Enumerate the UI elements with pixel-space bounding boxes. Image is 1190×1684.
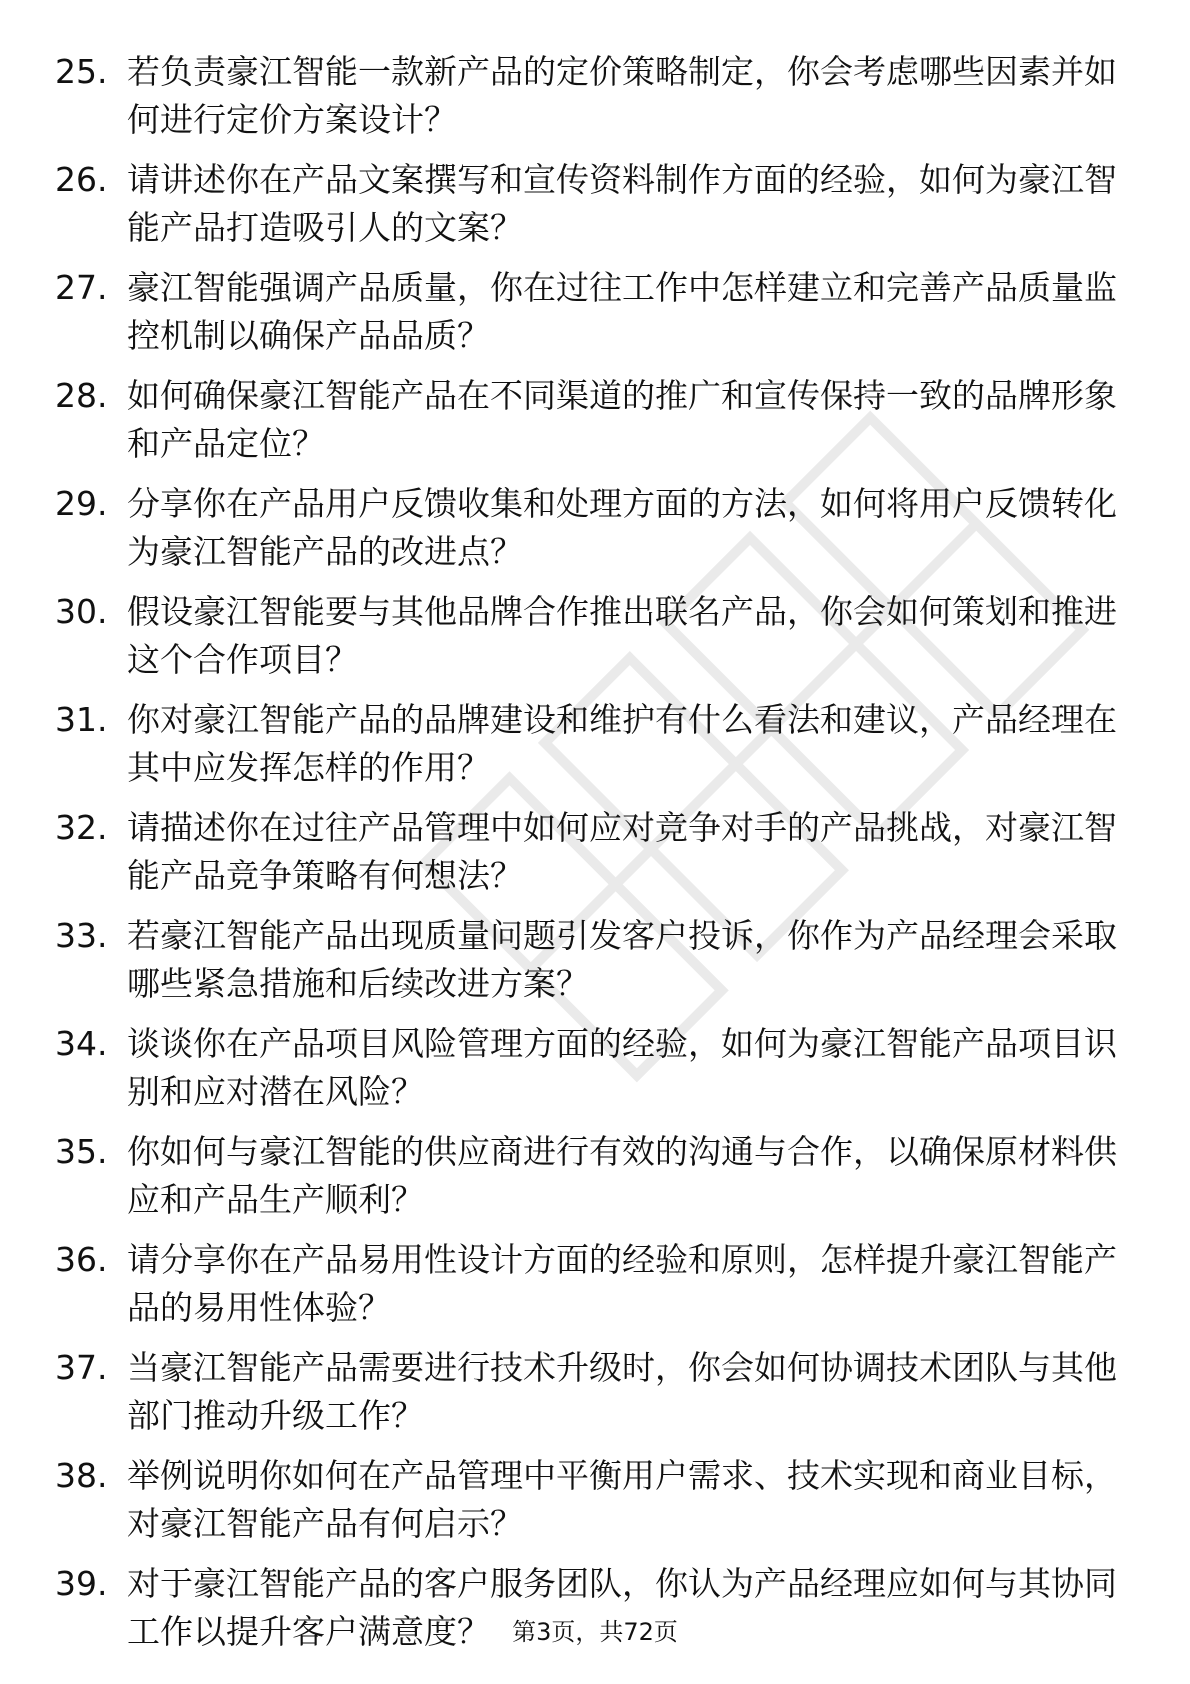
question-list	[55, 48, 1135, 1668]
list-item	[55, 264, 1135, 360]
question-number: 35.	[55, 1132, 108, 1171]
list-item	[55, 1020, 1135, 1116]
question-text: 假设豪江智能要与其他品牌合作推出联名产品，你会如何策划和推进这个合作项目？	[127, 592, 1117, 679]
question-number: 26.	[55, 160, 108, 199]
question-number: 29.	[55, 484, 108, 523]
question-number: 27.	[55, 268, 108, 307]
question-number: 28.	[55, 376, 108, 415]
list-item	[55, 48, 1135, 144]
question-number: 38.	[55, 1456, 108, 1495]
question-text: 请分享你在产品易用性设计方面的经验和原则，怎样提升豪江智能产品的易用性体验？	[127, 1240, 1117, 1327]
question-text: 谈谈你在产品项目风险管理方面的经验，如何为豪江智能产品项目识别和应对潜在风险？	[127, 1024, 1117, 1111]
question-text: 当豪江智能产品需要进行技术升级时，你会如何协调技术团队与其他部门推动升级工作？	[127, 1348, 1117, 1435]
list-item	[55, 912, 1135, 1008]
list-item	[55, 156, 1135, 252]
list-item	[55, 1452, 1135, 1548]
question-text: 若负责豪江智能一款新产品的定价策略制定，你会考虑哪些因素并如何进行定价方案设计？	[127, 52, 1117, 139]
list-item	[55, 372, 1135, 468]
question-text: 请描述你在过往产品管理中如何应对竞争对手的产品挑战，对豪江智能产品竞争策略有何想法？	[127, 808, 1117, 895]
question-text: 若豪江智能产品出现质量问题引发客户投诉，你作为产品经理会采取哪些紧急措施和后续改进方案？	[127, 916, 1117, 1003]
list-item	[55, 1236, 1135, 1332]
list-item	[55, 696, 1135, 792]
question-number: 37.	[55, 1348, 108, 1387]
list-item	[55, 1344, 1135, 1440]
list-item	[55, 804, 1135, 900]
question-number: 39.	[55, 1564, 108, 1603]
page-footer: 第3页，共72页	[512, 1618, 678, 1646]
question-number: 33.	[55, 916, 108, 955]
question-text: 请讲述你在产品文案撰写和宣传资料制作方面的经验，如何为豪江智能产品打造吸引人的文案？	[127, 160, 1117, 247]
question-number: 31.	[55, 700, 108, 739]
question-number: 30.	[55, 592, 108, 631]
question-text: 举例说明你如何在产品管理中平衡用户需求、技术实现和商业目标，对豪江智能产品有何启示？	[127, 1456, 1117, 1543]
question-text: 你对豪江智能产品的品牌建设和维护有什么看法和建议，产品经理在其中应发挥怎样的作用？	[127, 700, 1117, 787]
question-text: 你如何与豪江智能的供应商进行有效的沟通与合作，以确保原材料供应和产品生产顺利？	[127, 1132, 1117, 1219]
question-text: 分享你在产品用户反馈收集和处理方面的方法，如何将用户反馈转化为豪江智能产品的改进点？	[127, 484, 1117, 571]
list-item	[55, 588, 1135, 684]
list-item	[55, 1128, 1135, 1224]
question-number: 36.	[55, 1240, 108, 1279]
question-text: 豪江智能强调产品质量，你在过往工作中怎样建立和完善产品质量监控机制以确保产品品质？	[127, 268, 1117, 355]
list-item	[55, 480, 1135, 576]
question-number: 34.	[55, 1024, 108, 1063]
question-number: 32.	[55, 808, 108, 847]
question-text: 如何确保豪江智能产品在不同渠道的推广和宣传保持一致的品牌形象和产品定位？	[127, 376, 1117, 463]
question-number: 25.	[55, 52, 108, 91]
question-text: 对于豪江智能产品的客户服务团队，你认为产品经理应如何与其协同工作以提升客户满意度？	[127, 1564, 1117, 1651]
